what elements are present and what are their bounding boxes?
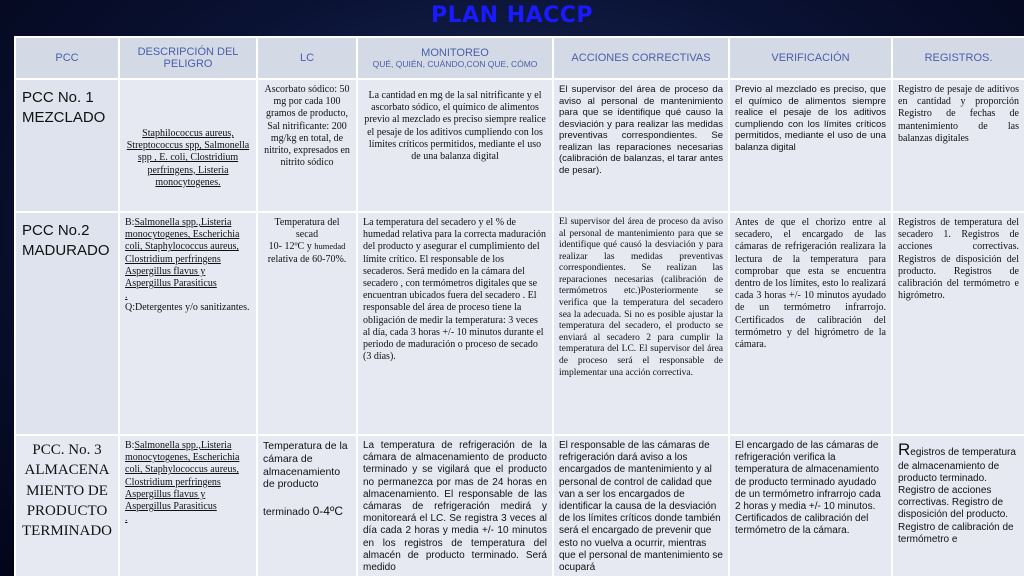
header-registros: REGISTROS. [892,37,1024,79]
lc-text-c: 0-4ºC [312,503,344,518]
header-acciones: ACCIONES CORRECTIVAS [553,37,729,79]
registros-initial: R [898,440,911,459]
lc-text-c: humedad [314,241,346,252]
header-monitoreo [357,37,553,79]
lc-cell [257,212,357,435]
table-row [15,435,1024,576]
haccp-table-container [14,36,1024,576]
peligro-dot: . [125,513,128,525]
peligro-cell [119,212,257,435]
page-title: PLAN HACCP [430,3,594,28]
haccp-table [14,36,1024,576]
peligro-q-text: Q:Detergentes y/o sanitizantes. [125,302,250,314]
header-verificacion: VERIFICACIÓN [729,37,892,79]
acciones-cell: El responsable de las cámaras de refrigeración dará aviso a los encargados de mantenimiento y al personal de control de calidad que van a ser los encargados de identificar la causa de la desviación de los límites críticos donde también será el encargado de prevenir que esto no vuelva a ocurrir, mientras que el personal de mantenimiento se ocupará [553,435,729,576]
registros-cell: Registro de pesaje de aditivos en cantidad y proporción Registro de fechas de mantenimiento de las balanzas digitales [892,79,1024,212]
lc-text-d: relativa de 60-70%. [267,253,347,265]
verificacion-cell: El encargado de las cámaras de refrigeración verifica la temperatura de almacenamiento de producto terminado ayudado de un termómetro infrarrojo cada 2 horas y media +/- 10 minutos. Certificados de calibración del termómetro de la cámara. [729,435,892,576]
header-row [15,37,1024,79]
peligro-b-label: B: [125,217,135,228]
peligro-cell [119,435,257,576]
peligro-dot: . [125,290,128,302]
registros-cell: Registros de temperatura del secadero 1. Registros de acciones correctivas. Registros de disposición del producto. Registros de calibración del termómetro e higrómetro. [892,212,1024,435]
monitoreo-cell: La cantidad en mg de la sal nitrificante y el ascorbato sódico, el químico de alimentos previo al mezclado es preciso siempre realice el pesaje de los aditivos cumpliendo con los límites críticos permitidos, mediante el uso de una balanza digital [357,79,553,212]
lc-text-a: Temperatura del secad [274,217,340,241]
registros-cell [892,435,1024,576]
lc-text-a: Temperatura de la cámara de almacenamiento de producto [263,440,348,491]
header-lc: LC [257,37,357,79]
lc-cell [257,435,357,576]
peligro-text: Staphilococcus aureus, Streptococcus spp, Salmonella spp , E. coli, Clostridium perfringens, Listeria monocytogenes. [126,128,250,188]
monitoreo-cell: La temperatura del secadero y el % de humedad relativa para la correcta maduración del producto y asegurar el cumplimiento del límite crítico. El responsable de los secaderos. Será medido en la cámara del secadero , con termómetros digitales que se encuentran ubicados fuera del secadero . El responsable del área de proceso tiene la obligación de medir la temperatura: 3 veces al día, cada 3 horas +/- 10 minutos durante el periodo de maduración o proceso de secado (3 días). [357,212,553,435]
table-row [15,79,1024,212]
lc-cell: Ascorbato sódico: 50 mg por cada 100 gramos de producto, Sal nitrificante: 200 mg/kg en total, de nitrito, expresados en nitrito sódico [257,79,357,212]
monitoreo-cell: La temperatura de refrigeración de la cámara de almacenamiento de producto terminado y se vigilará que el producto no permanezca por mas de 24 horas en almacenamiento. El responsable de las cámaras de refrigeración medirá y monitoreará el LC. Se registra 3 veces al día cada 2 horas y media +/- 10 minutos en los registros de temperatura del almacén de producto terminado. Será medido [357,435,553,576]
acciones-cell: El supervisor del área de proceso da aviso al personal de mantenimiento para que se identifique qué causo la desviación y para realizar las medidas preventivas correspondientes. Se realizan las reparaciones necesarias (calibración de balanzas, el tarar antes de pesar). [553,79,729,212]
peligro-text: Salmonella spp.,Listeria monocytogenes, Escherichia coli, Staphylococcus aureus, Clostridium perfringens Aspergillus flavus y Aspergillus Parasiticus [125,217,240,289]
peligro-cell [119,79,257,212]
header-pcc: PCC [15,37,119,79]
verificacion-cell: Previo al mezclado es preciso, que el químico de alimentos siempre realice el pesaje de los aditivos cumpliendo con los límites críticos permitidos, mediante el uso de una balanza digital [729,79,892,212]
lc-text-b: terminado [263,505,310,518]
pcc-cell: PCC No.2 MADURADO [15,212,119,435]
header-monitoreo-label: MONITOREO [421,47,489,59]
acciones-cell: El supervisor del área de proceso da aviso al personal de mantenimiento para que se identifique qué causó la desviación y para realizar las medidas preventivas correspondientes. Se realizan las reparaciones necesarias (calibración de termómetros etc.)Posteriormente se verifica que la temperatura del secadero sea la adecuada. Si no es posible ajustar la temperatura del secadero, el producto se enviará al secadero 2 para cumplir la temperatura del LC. El supervisor del área de proceso será el responsable de implementar una acción correctiva. [553,212,729,435]
pcc-cell: PCC. No. 3 ALMACENA MIENTO DE PRODUCTO TERMINADO [15,435,119,576]
lc-text-b: 10- 12ºC y [268,241,312,253]
peligro-text: Salmonella spp.,Listeria monocytogenes, Escherichia coli, Staphylococcus aureus, Clostridium perfringens Aspergillus flavus y Aspergillus Parasiticus [125,440,240,512]
verificacion-cell: Antes de que el chorizo entre al secadero, el encargado de las cámaras de refrigeración realizara la lectura de la temperatura para comprobar que esta se encuentra dentro de los límites, esto lo realizará cada 3 horas +/- 10 minutos ayudado de un termómetro infrarrojo. Certificados de calibración del termómetro y del higrómetro de la cámara. [729,212,892,435]
pcc-cell: PCC No. 1 MEZCLADO [15,79,119,212]
header-monitoreo-sub: QUÉ, QUIÉN, CUÁNDO,CON QUE, CÓMO [372,59,538,69]
table-row [15,212,1024,435]
peligro-b-label: B: [125,440,135,451]
registros-text: egistros de temperatura de almacenamiento de producto terminado. Registro de acciones correctivas. Registro de disposición del producto. Registro de calibración de termómetro e [898,447,1016,545]
header-descripcion: DESCRIPCIÓN DEL PELIGRO [119,37,257,79]
